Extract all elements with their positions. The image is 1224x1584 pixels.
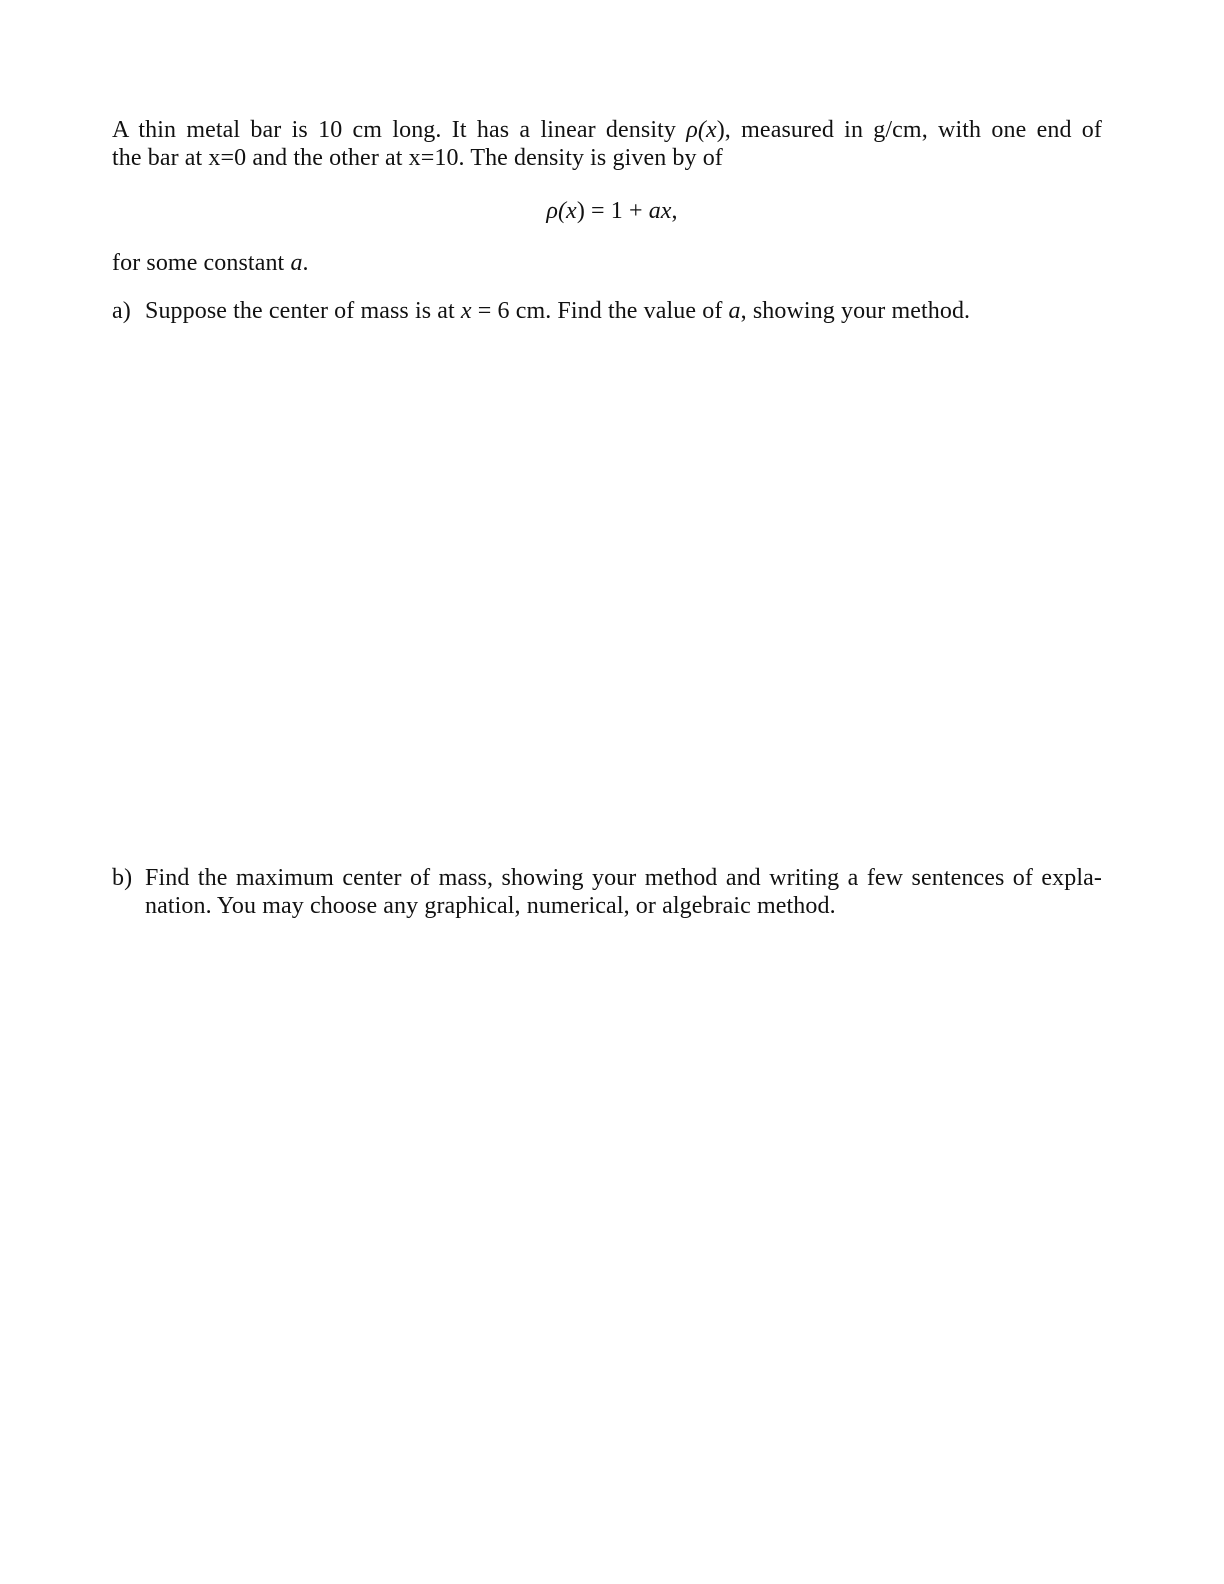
problem-intro — [112, 116, 1102, 172]
equation-x: x — [566, 198, 577, 224]
intro-text-end: ), measured in g/cm, with one end of — [716, 117, 1102, 143]
density-variable: x — [705, 117, 717, 143]
equation-rho: ρ( — [546, 198, 567, 224]
part-b-text-1: Find the maximum center of mass, showing your method and writing a few sentences of expla- — [145, 865, 1102, 891]
question-part-a — [112, 297, 970, 325]
constant-variable: a — [290, 250, 303, 276]
density-symbol: ρ( — [686, 117, 706, 143]
equation-ax: ax — [648, 198, 672, 224]
constant-statement — [112, 249, 309, 277]
equation-equals: = 1 + — [584, 198, 649, 224]
question-part-b — [112, 864, 1102, 920]
part-b-line-2: nation. You may choose any graphical, numerical, or algebraic method. — [145, 893, 836, 919]
part-b-label: b) — [112, 865, 133, 891]
part-b-line-1 — [112, 864, 1102, 892]
part-a-text-2: = 6 cm. Find the value of — [471, 298, 729, 324]
part-a-variable-x: x — [460, 298, 472, 324]
constant-text: for some constant — [112, 250, 291, 276]
part-a-variable-a: a — [728, 298, 741, 324]
intro-line-1 — [112, 116, 1102, 144]
intro-text-start: A thin metal bar is 10 cm long. It has a linear density — [112, 117, 687, 143]
part-a-text-3: , showing your method. — [740, 298, 971, 324]
equation-close-paren: ) — [576, 198, 585, 224]
intro-line-2: the bar at x=0 and the other at x=10. The density is given by of — [112, 145, 723, 171]
density-equation — [0, 197, 1224, 225]
part-a-label: a) — [112, 298, 131, 324]
part-a-text-1: Suppose the center of mass is at — [145, 298, 461, 324]
constant-period: . — [302, 250, 309, 276]
equation-comma: , — [671, 198, 678, 224]
